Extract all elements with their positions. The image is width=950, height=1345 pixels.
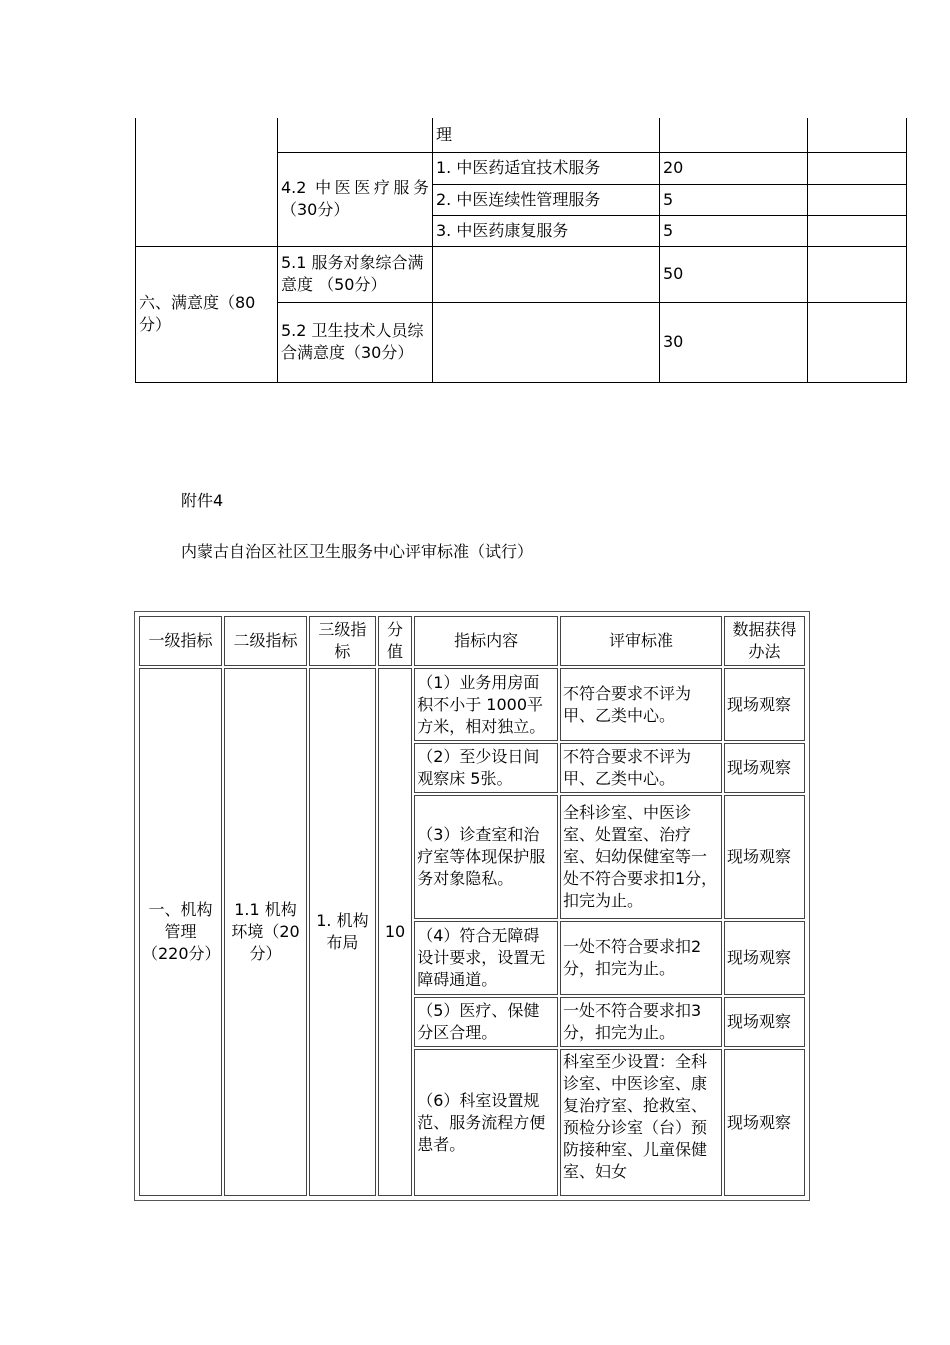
category-satisfaction: 六、满意度（80分） [136,246,278,382]
content-cell: （4）符合无障碍设计要求，设置无障碍通道。 [414,921,558,995]
standards-table-frame [134,611,810,1201]
content-cell: （5）医疗、保健分区合理。 [414,997,558,1047]
table-row [139,668,805,741]
item-label: 3. 中医药康复服务 [433,215,660,246]
table-header-row [139,616,805,666]
standard-cell: 不符合要求不评为甲、乙类中心。 [560,743,722,793]
standard-cell: 科室至少设置：全科诊室、中医诊室、康复治疗室、抢救室、预检分诊室（台）预防接种室、儿童保健室、妇女 [560,1049,722,1196]
score-cell: 10 [378,668,412,1196]
sub-indicator-5-2: 5.2 卫生技术人员综合满意度（30分） [278,302,433,382]
method-cell: 现场观察 [724,795,805,919]
score-5-2: 30 [660,302,808,382]
level2-cell: 1.1 机构环境（20分） [224,668,307,1196]
header-score: 分值 [378,616,412,666]
empty-cell [278,118,433,152]
continued-table [135,118,907,383]
document-title: 内蒙古自治区社区卫生服务中心评审标准（试行） [181,542,534,561]
content-cell: （2）至少设日间观察床 5张。 [414,743,558,793]
score-5-1: 50 [660,246,808,302]
item-label: 2. 中医连续性管理服务 [433,184,660,215]
method-cell: 现场观察 [724,743,805,793]
level1-cell: 一、机构管理（220分） [139,668,222,1196]
item-score: 20 [660,152,808,184]
method-cell: 现场观察 [724,1049,805,1196]
content-cell: （6）科室设置规范、服务流程方便患者。 [414,1049,558,1196]
content-cell: （1）业务用房面积不小于 1000平方米，相对独立。 [414,668,558,741]
standard-cell: 一处不符合要求扣2分，扣完为止。 [560,921,722,995]
method-cell: 现场观察 [724,921,805,995]
empty-cell [136,118,278,246]
empty-cell [660,118,808,152]
header-level3: 三级指标 [309,616,376,666]
standard-cell: 全科诊室、中医诊室、处置室、治疗室、妇幼保健室等一处不符合要求扣1分，扣完为止。 [560,795,722,919]
header-standard: 评审标准 [560,616,722,666]
item-score: 5 [660,184,808,215]
level3-cell: 1. 机构布局 [309,668,376,1196]
standard-cell: 一处不符合要求扣3分，扣完为止。 [560,997,722,1047]
row1-content: 理 [433,118,660,152]
item-score: 5 [660,215,808,246]
attachment-label: 附件4 [181,491,224,510]
standards-table [137,614,807,1198]
header-method: 数据获得办法 [724,616,805,666]
content-cell: （3）诊查室和治疗室等体现保护服务对象隐私。 [414,795,558,919]
method-cell: 现场观察 [724,997,805,1047]
sub-indicator-5-1: 5.1 服务对象综合满意度 （50分） [278,246,433,302]
header-level1: 一级指标 [139,616,222,666]
header-level2: 二级指标 [224,616,307,666]
item-label: 1. 中医药适宜技术服务 [433,152,660,184]
method-cell: 现场观察 [724,668,805,741]
sub-indicator-4-2: 4.2 中医医疗服务（30分） [278,152,433,246]
header-content: 指标内容 [414,616,558,666]
empty-cell [808,118,907,152]
standard-cell: 不符合要求不评为甲、乙类中心。 [560,668,722,741]
